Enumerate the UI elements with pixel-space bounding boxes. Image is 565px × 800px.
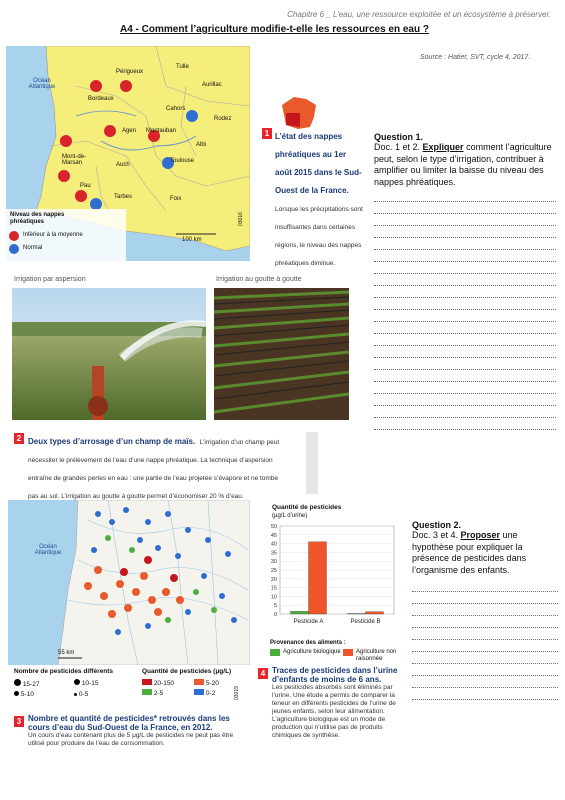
- doc4-legend-title: Provenance des aliments :: [270, 640, 346, 646]
- q2-rest: une hypothèse pour expliquer la présence de pesticides dans l’organisme des enfants.: [412, 530, 527, 575]
- q1-answer-lines[interactable]: [374, 190, 556, 430]
- doc2-caption: [28, 431, 290, 503]
- qty-item: 2-5: [153, 690, 164, 697]
- city-label: Mont-de-Marsan: [62, 154, 87, 166]
- doc1-map: [6, 46, 250, 261]
- doc3-code: 03019: [234, 686, 240, 700]
- y-tick-label: 0: [273, 612, 277, 618]
- doc3-map: [8, 500, 250, 665]
- doc3-qty-legend-title: Quantité de pesticides (μg/L): [142, 668, 232, 675]
- doc4-caption: [272, 666, 400, 740]
- photo-sprinkler-irrigation: [12, 288, 206, 420]
- doc3-scale: 55 km: [58, 650, 75, 656]
- doc1-legend-normal: Normal: [23, 245, 43, 251]
- doc1-number: 1: [262, 128, 272, 139]
- doc1-dot: [104, 125, 116, 137]
- doc1-dot: [90, 80, 102, 92]
- qty-item: 5-20: [205, 680, 219, 687]
- doc4-legend: [270, 649, 418, 663]
- legend-nonbio: Agriculture non raisonnée: [356, 649, 397, 662]
- y-tick-label: 40: [270, 541, 277, 548]
- doc3-number: 3: [14, 716, 24, 727]
- count-item: 5-10: [20, 691, 34, 698]
- city-label: Montauban: [146, 128, 177, 134]
- doc3-count-legend-title: Nombre de pesticides différents: [14, 668, 113, 675]
- y-tick-label: 30: [270, 559, 277, 566]
- y-tick-label: 5: [273, 603, 277, 610]
- doc1-text: Lorsque les précipitations sont insuffisantes dans certaines régions, le niveau des nappes phréatiques diminue.: [275, 206, 363, 267]
- q1-rest: comment l’agriculture peut, selon le type d’irrigation, contribuer à amplifier ou limiter la baisse du niveau des nappes phréatiques.: [374, 142, 552, 187]
- x-tick-label: Pesticide A: [293, 619, 324, 625]
- city-label: Tarbes: [114, 194, 133, 200]
- city-label: Toulouse: [170, 158, 195, 164]
- doc3-caption: [28, 714, 250, 748]
- city-label: Périgueux: [116, 69, 144, 75]
- q2-verb: Proposer: [460, 530, 501, 540]
- qty-item: 0-2: [205, 690, 216, 697]
- doc1-dot: [75, 190, 87, 202]
- doc3-qty-legend: [142, 679, 252, 699]
- doc4-number: 4: [258, 668, 268, 679]
- doc1-legend-title: Niveau des nappes phréatiques: [10, 212, 65, 225]
- city-label: Auch: [116, 162, 130, 168]
- doc1-caption: [275, 126, 363, 270]
- doc1-code: 03016: [238, 212, 244, 226]
- doc1-dot: [186, 110, 198, 122]
- question1: [374, 132, 556, 430]
- doc1-dot: [90, 198, 102, 210]
- doc4-chart: [258, 502, 398, 642]
- x-tick-label: Pesticide B: [350, 619, 381, 625]
- city-label: Rodez: [214, 116, 232, 122]
- q1-title: Question 1.: [374, 132, 424, 142]
- city-label: Pau: [80, 183, 91, 189]
- y-tick-label: 25: [270, 568, 277, 574]
- city-label: Agen: [122, 128, 137, 134]
- y-tick-label: 20: [270, 576, 277, 583]
- doc3-title: Nombre et quantité de pesticides* retrouvés dans les cours d’eau du Sud-Ouest de la France, en 2012.: [28, 714, 230, 732]
- q2-title: Question 2.: [412, 520, 462, 530]
- city-label: Aurillac: [202, 82, 222, 88]
- photo2-caption: Irrigation au goutte à goutte: [216, 276, 302, 283]
- doc1-legend-low: Inférieur à la moyenne: [23, 232, 83, 238]
- y-tick-label: 15: [270, 585, 277, 592]
- bar-bio: [348, 613, 366, 614]
- doc1-ocean-label: Océan Atlantique: [28, 78, 56, 90]
- bar-nonbio: [309, 542, 327, 614]
- chart-title: Quantité de pesticides: [272, 504, 342, 511]
- count-item: 10-15: [81, 680, 99, 687]
- doc2-text: L’irrigation d’un champ peut nécessiter le prélèvement de l’eau d’une nappe phréatique. La technique d’aspersion entraîne de grandes pertes en eau : une partie de l’eau projetée s’évapore et ne tombe pas au sol. L’irrigation au goutte à goutte permet d’économiser 20 % d’eau.: [28, 439, 280, 500]
- bar-bio: [291, 611, 309, 614]
- doc3-ocean-label: Océan Atlantique: [34, 544, 62, 556]
- city-label: Foix: [170, 196, 182, 202]
- q1-verb: Expliquer: [422, 142, 464, 152]
- source-note: Source : Hatier, SVT, cycle 4, 2017.: [420, 54, 531, 61]
- qty-item: 20-150: [153, 680, 175, 687]
- count-item: 15-27: [22, 681, 40, 688]
- doc1-scale: 100 km: [182, 237, 202, 243]
- city-label: Cahors: [166, 106, 186, 112]
- chart-ylabel: (μg/L d’urine): [272, 513, 308, 519]
- y-tick-label: 45: [270, 532, 277, 539]
- grey-bar: [306, 432, 318, 494]
- legend-bio: Agriculture biologique: [283, 649, 341, 655]
- doc1-dot: [120, 80, 132, 92]
- y-tick-label: 50: [270, 524, 277, 530]
- photo-drip-irrigation: [214, 288, 349, 420]
- photo1-caption: Irrigation par aspersion: [14, 276, 86, 283]
- doc4-title: Traces de pesticides dans l’urine d’enfants de moins de 6 ans.: [272, 666, 398, 684]
- doc1-dot: [58, 170, 70, 182]
- count-item: 0-5: [78, 691, 89, 698]
- doc3-count-legend: [14, 679, 134, 700]
- question2: [412, 520, 558, 700]
- y-tick-label: 10: [270, 594, 277, 601]
- doc4-text: Les pesticides absorbés sont éliminés par l’urine. Une étude a permis de comparer la teneur en différents pesticides de l’urine de jeunes enfants, selon leur alimentation. L’agriculture biologique est un mode de production qui n’utilise pas de produits chimiques de synthèse.: [272, 684, 396, 739]
- doc1-title: L’état des nappes phréatiques au 1er août 2015 dans le Sud-Ouest de la France.: [275, 132, 362, 195]
- doc3-text: Un cours d’eau contenant plus de 5 μg/L de pesticides ne peut pas être utilisé pour produire de l’eau de consommation.: [28, 732, 234, 747]
- bar-nonbio: [366, 612, 384, 614]
- doc2-title: Deux types d’arrosage d’un champ de maïs.: [28, 437, 196, 446]
- city-label: Tulle: [176, 64, 189, 70]
- q2-prefix: Doc. 3 et 4.: [412, 530, 459, 540]
- q2-answer-lines[interactable]: [412, 580, 558, 700]
- city-label: Albi: [196, 142, 207, 148]
- page-title: A4 - Comment l’agriculture modifie-t-elle les ressources en eau ?: [120, 24, 429, 35]
- doc2-number: 2: [14, 433, 24, 444]
- bar-chart-svg: [258, 522, 398, 626]
- chapter-header: Chapitre 6 _ L’eau, une ressource exploitée et un écosystème à préserver.: [287, 10, 551, 19]
- y-tick-label: 35: [270, 550, 277, 557]
- city-label: Bordeaux: [88, 96, 114, 102]
- doc1-dot: [60, 135, 72, 147]
- q1-prefix: Doc. 1 et 2.: [374, 142, 421, 152]
